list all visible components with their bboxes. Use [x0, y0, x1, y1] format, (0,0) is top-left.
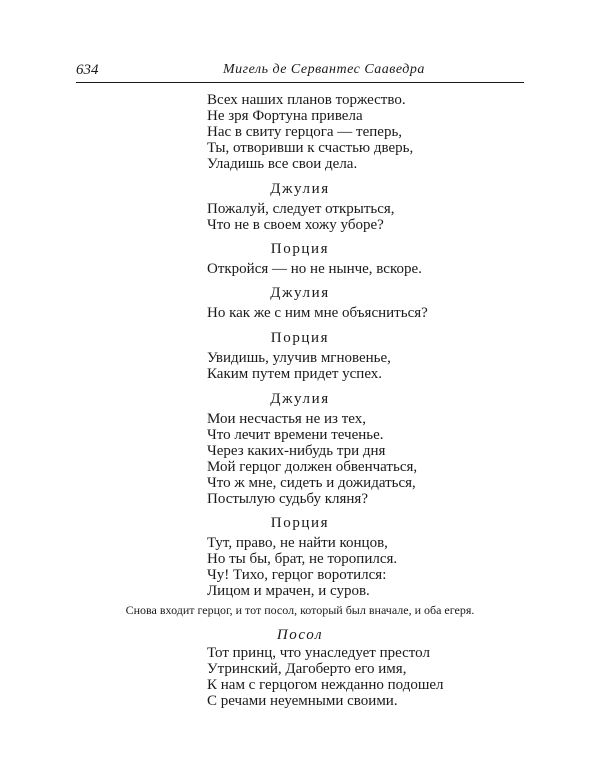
verse-line: Мой герцог должен обвенчаться,	[207, 459, 418, 475]
verse-line: Что ж мне, сидеть и дожидаться,	[207, 475, 416, 491]
verse-line: К нам с герцогом нежданно подошел	[207, 677, 444, 693]
speaker-name: Джулия	[270, 285, 330, 301]
verse-line: С речами неуемными своими.	[207, 693, 398, 709]
verse-line: Через каких-нибудь три дня	[207, 443, 386, 459]
verse-line: Увидишь, улучив мгновенье,	[207, 350, 391, 366]
verse-line: Всех наших планов торжество.	[207, 92, 406, 108]
verse-line: Но как же с ним мне объясниться?	[207, 305, 428, 321]
verse-line: Откройся — но не нынче, вскоре.	[207, 261, 422, 277]
running-head: Мигель де Сервантес Сааведра	[223, 62, 425, 77]
speaker-name: Посол	[276, 627, 324, 643]
verse-line: Уладишь все свои дела.	[207, 156, 358, 172]
header-rule	[76, 82, 524, 83]
verse-line: Мои несчастья не из тех,	[207, 411, 366, 427]
verse-line: Ты, отворивши к счастью дверь,	[207, 140, 414, 156]
speaker-name: Джулия	[270, 181, 330, 197]
verse-line: Тут, право, не найти концов,	[207, 535, 388, 551]
verse-line: Нас в свиту герцога — теперь,	[207, 124, 403, 140]
verse-line: Тот принц, что унаследует престол	[207, 645, 430, 661]
verse-line: Что не в своем хожу уборе?	[207, 217, 384, 233]
stage-direction: Снова входит герцог, и тот посол, который был вначале, и оба егеря.	[125, 603, 475, 617]
verse-line: Что лечит времени теченье.	[207, 427, 384, 443]
speaker-name: Порция	[270, 515, 330, 531]
verse-line: Каким путем придет успех.	[207, 366, 383, 382]
verse-line: Постылую судьбу кляня?	[207, 491, 368, 507]
page-number: 634	[76, 62, 99, 78]
speaker-name: Порция	[270, 241, 330, 257]
verse-line: Но ты бы, брат, не торопился.	[207, 551, 398, 567]
verse-line: Лицом и мрачен, и суров.	[207, 583, 370, 599]
verse-line: Утринский, Дагоберто его имя,	[207, 661, 407, 677]
speaker-name: Джулия	[270, 391, 330, 407]
speaker-name: Порция	[270, 330, 330, 346]
verse-line: Не зря Фортуна привела	[207, 108, 363, 124]
verse-line: Пожалуй, следует открыться,	[207, 201, 395, 217]
verse-line: Чу! Тихо, герцог воротился:	[207, 567, 387, 583]
page-header	[76, 62, 524, 80]
